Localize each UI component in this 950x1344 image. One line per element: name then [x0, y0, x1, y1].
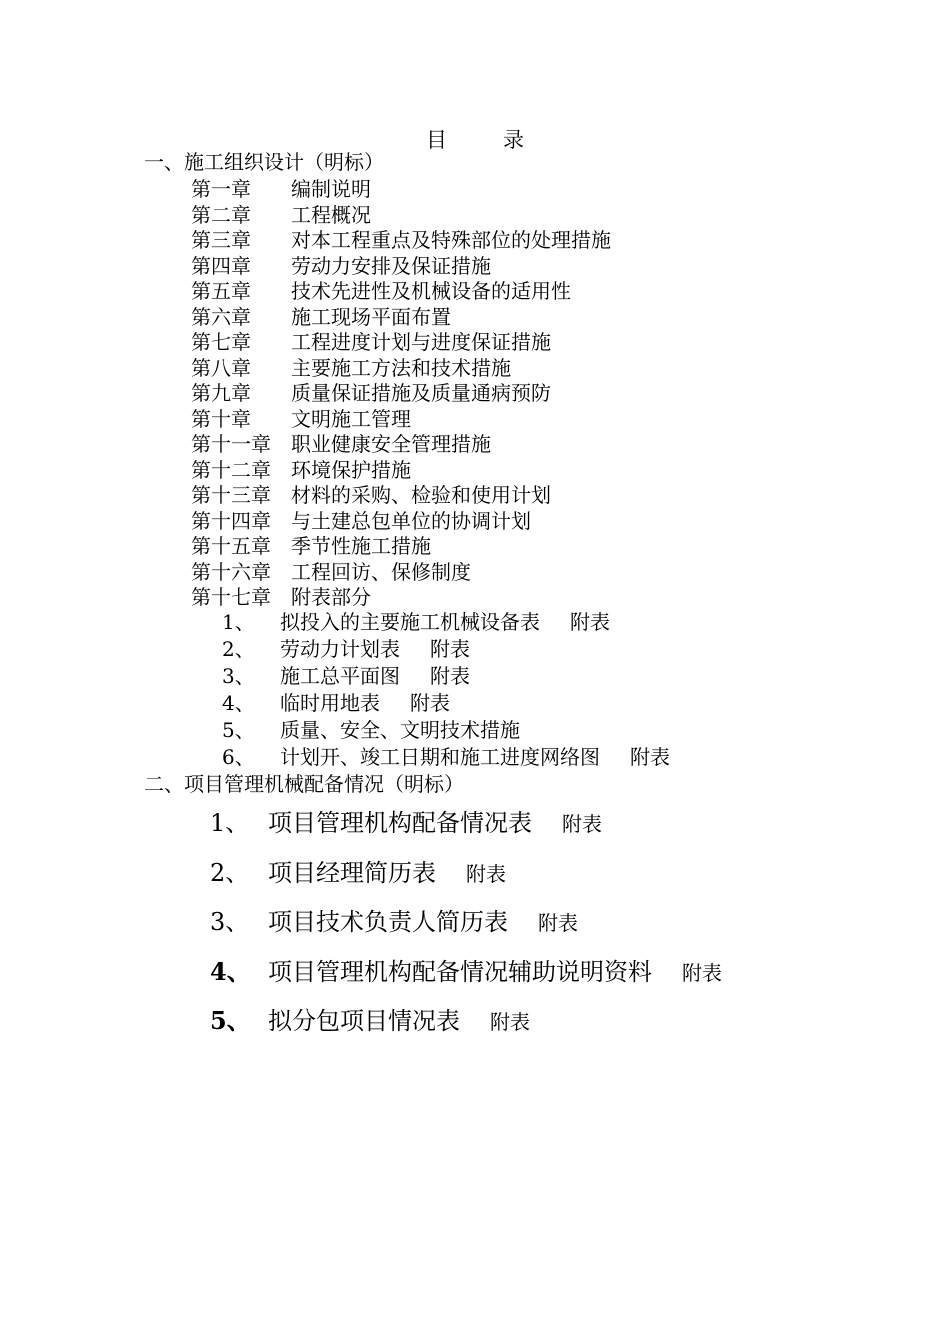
chapter-number: 第十三章	[191, 483, 271, 507]
chapter-number: 第十二章	[191, 457, 271, 482]
chapter-item	[191, 458, 611, 484]
toc-title-char-2: 录	[503, 128, 524, 152]
management-item	[210, 1004, 722, 1054]
chapter-title: 工程回访、保修制度	[291, 559, 471, 584]
chapter-item	[191, 254, 611, 280]
appendix-index: 2、	[222, 637, 255, 661]
chapter-number: 第十七章	[191, 585, 271, 609]
management-tag: 附表	[538, 911, 578, 935]
appendix-item	[222, 663, 670, 690]
appendix-index: 1、	[222, 610, 255, 634]
chapter-item	[191, 534, 611, 560]
toc-title-char-1: 目	[426, 128, 447, 152]
appendix-text: 计划开、竣工日期和施工进度网络图	[280, 745, 600, 769]
chapter-title: 材料的采购、检验和使用计划	[291, 483, 551, 507]
appendix-text: 质量、安全、文明技术措施	[280, 718, 520, 742]
appendix-tag: 附表	[430, 664, 470, 688]
appendix-index: 5、	[222, 718, 255, 742]
chapter-title: 季节性施工措施	[291, 534, 431, 558]
appendix-item	[222, 690, 670, 717]
management-index: 3、	[210, 908, 250, 936]
appendix-tag: 附表	[630, 745, 670, 769]
chapter-number: 第十一章	[191, 432, 271, 456]
chapter-item	[191, 279, 611, 305]
appendix-tag: 附表	[570, 610, 610, 634]
appendix-item	[222, 717, 670, 744]
management-item	[210, 905, 722, 955]
chapter-number: 第十四章	[191, 508, 271, 533]
chapter-number: 第十章	[191, 406, 251, 431]
appendix-text: 拟投入的主要施工机械设备表	[280, 610, 540, 634]
chapter-title: 文明施工管理	[291, 406, 411, 431]
chapter-number: 第一章	[191, 177, 251, 201]
chapter-item	[191, 203, 611, 229]
chapter-title: 与土建总包单位的协调计划	[291, 508, 531, 533]
appendix-list	[222, 609, 670, 771]
appendix-tag: 附表	[410, 691, 450, 715]
chapter-item	[191, 585, 611, 611]
management-list	[210, 806, 722, 1054]
chapter-number: 第二章	[191, 202, 251, 227]
chapter-list	[191, 177, 611, 611]
management-item	[210, 806, 722, 856]
chapter-item	[191, 305, 611, 331]
management-tag: 附表	[682, 960, 722, 985]
appendix-index: 3、	[222, 664, 255, 688]
appendix-index: 4、	[222, 691, 255, 715]
chapter-item	[191, 177, 611, 203]
management-index: 1、	[210, 809, 250, 837]
appendix-item	[222, 636, 670, 663]
chapter-number: 第四章	[191, 253, 251, 278]
management-text: 拟分包项目情况表	[268, 1007, 460, 1035]
chapter-item	[191, 356, 611, 382]
chapter-number: 第三章	[191, 228, 251, 252]
chapter-number: 第七章	[191, 330, 251, 354]
chapter-title: 主要施工方法和技术措施	[291, 355, 511, 380]
appendix-text: 施工总平面图	[280, 664, 400, 688]
chapter-item	[191, 228, 611, 254]
chapter-number: 第六章	[191, 304, 251, 329]
chapter-item	[191, 509, 611, 535]
chapter-title: 劳动力安排及保证措施	[291, 253, 491, 278]
management-text: 项目技术负责人简历表	[268, 908, 508, 936]
management-index: 2、	[210, 858, 250, 887]
chapter-title: 编制说明	[291, 177, 371, 201]
section-heading-project-management: 二、项目管理机械配备情况（明标）	[144, 772, 464, 796]
appendix-text: 劳动力计划表	[280, 637, 400, 661]
chapter-item	[191, 483, 611, 509]
toc-title	[0, 124, 950, 154]
chapter-number: 第八章	[191, 355, 251, 380]
appendix-text: 临时用地表	[280, 691, 380, 715]
management-index: 4、	[210, 956, 251, 986]
chapter-title: 质量保证措施及质量通病预防	[291, 381, 551, 405]
management-index: 5、	[210, 1006, 251, 1035]
chapter-number: 第十六章	[191, 559, 271, 584]
management-text: 项目管理机构配备情况表	[268, 809, 532, 837]
chapter-item	[191, 381, 611, 407]
management-tag: 附表	[490, 1010, 530, 1034]
chapter-title: 职业健康安全管理措施	[291, 432, 491, 456]
chapter-title: 技术先进性及机械设备的适用性	[291, 279, 571, 303]
chapter-title: 工程概况	[291, 202, 371, 227]
chapter-number: 第九章	[191, 381, 251, 405]
management-item	[210, 955, 722, 1005]
chapter-title: 环境保护措施	[291, 457, 411, 482]
appendix-tag: 附表	[430, 637, 470, 661]
management-text: 项目经理简历表	[268, 858, 436, 887]
appendix-item	[222, 744, 670, 771]
chapter-title: 对本工程重点及特殊部位的处理措施	[291, 228, 611, 252]
chapter-title: 工程进度计划与进度保证措施	[291, 330, 551, 354]
chapter-item	[191, 432, 611, 458]
management-tag: 附表	[466, 861, 506, 886]
section-heading-construction-design: 一、施工组织设计（明标）	[144, 150, 384, 174]
chapter-number: 第五章	[191, 279, 251, 303]
chapter-number: 第十五章	[191, 534, 271, 558]
appendix-item	[222, 609, 670, 636]
chapter-item	[191, 330, 611, 356]
management-item	[210, 856, 722, 906]
chapter-title: 施工现场平面布置	[291, 304, 451, 329]
management-tag: 附表	[562, 812, 602, 836]
chapter-item	[191, 407, 611, 433]
management-text: 项目管理机构配备情况辅助说明资料	[268, 957, 652, 986]
appendix-index: 6、	[222, 745, 255, 769]
chapter-title: 附表部分	[291, 585, 371, 609]
chapter-item	[191, 560, 611, 586]
